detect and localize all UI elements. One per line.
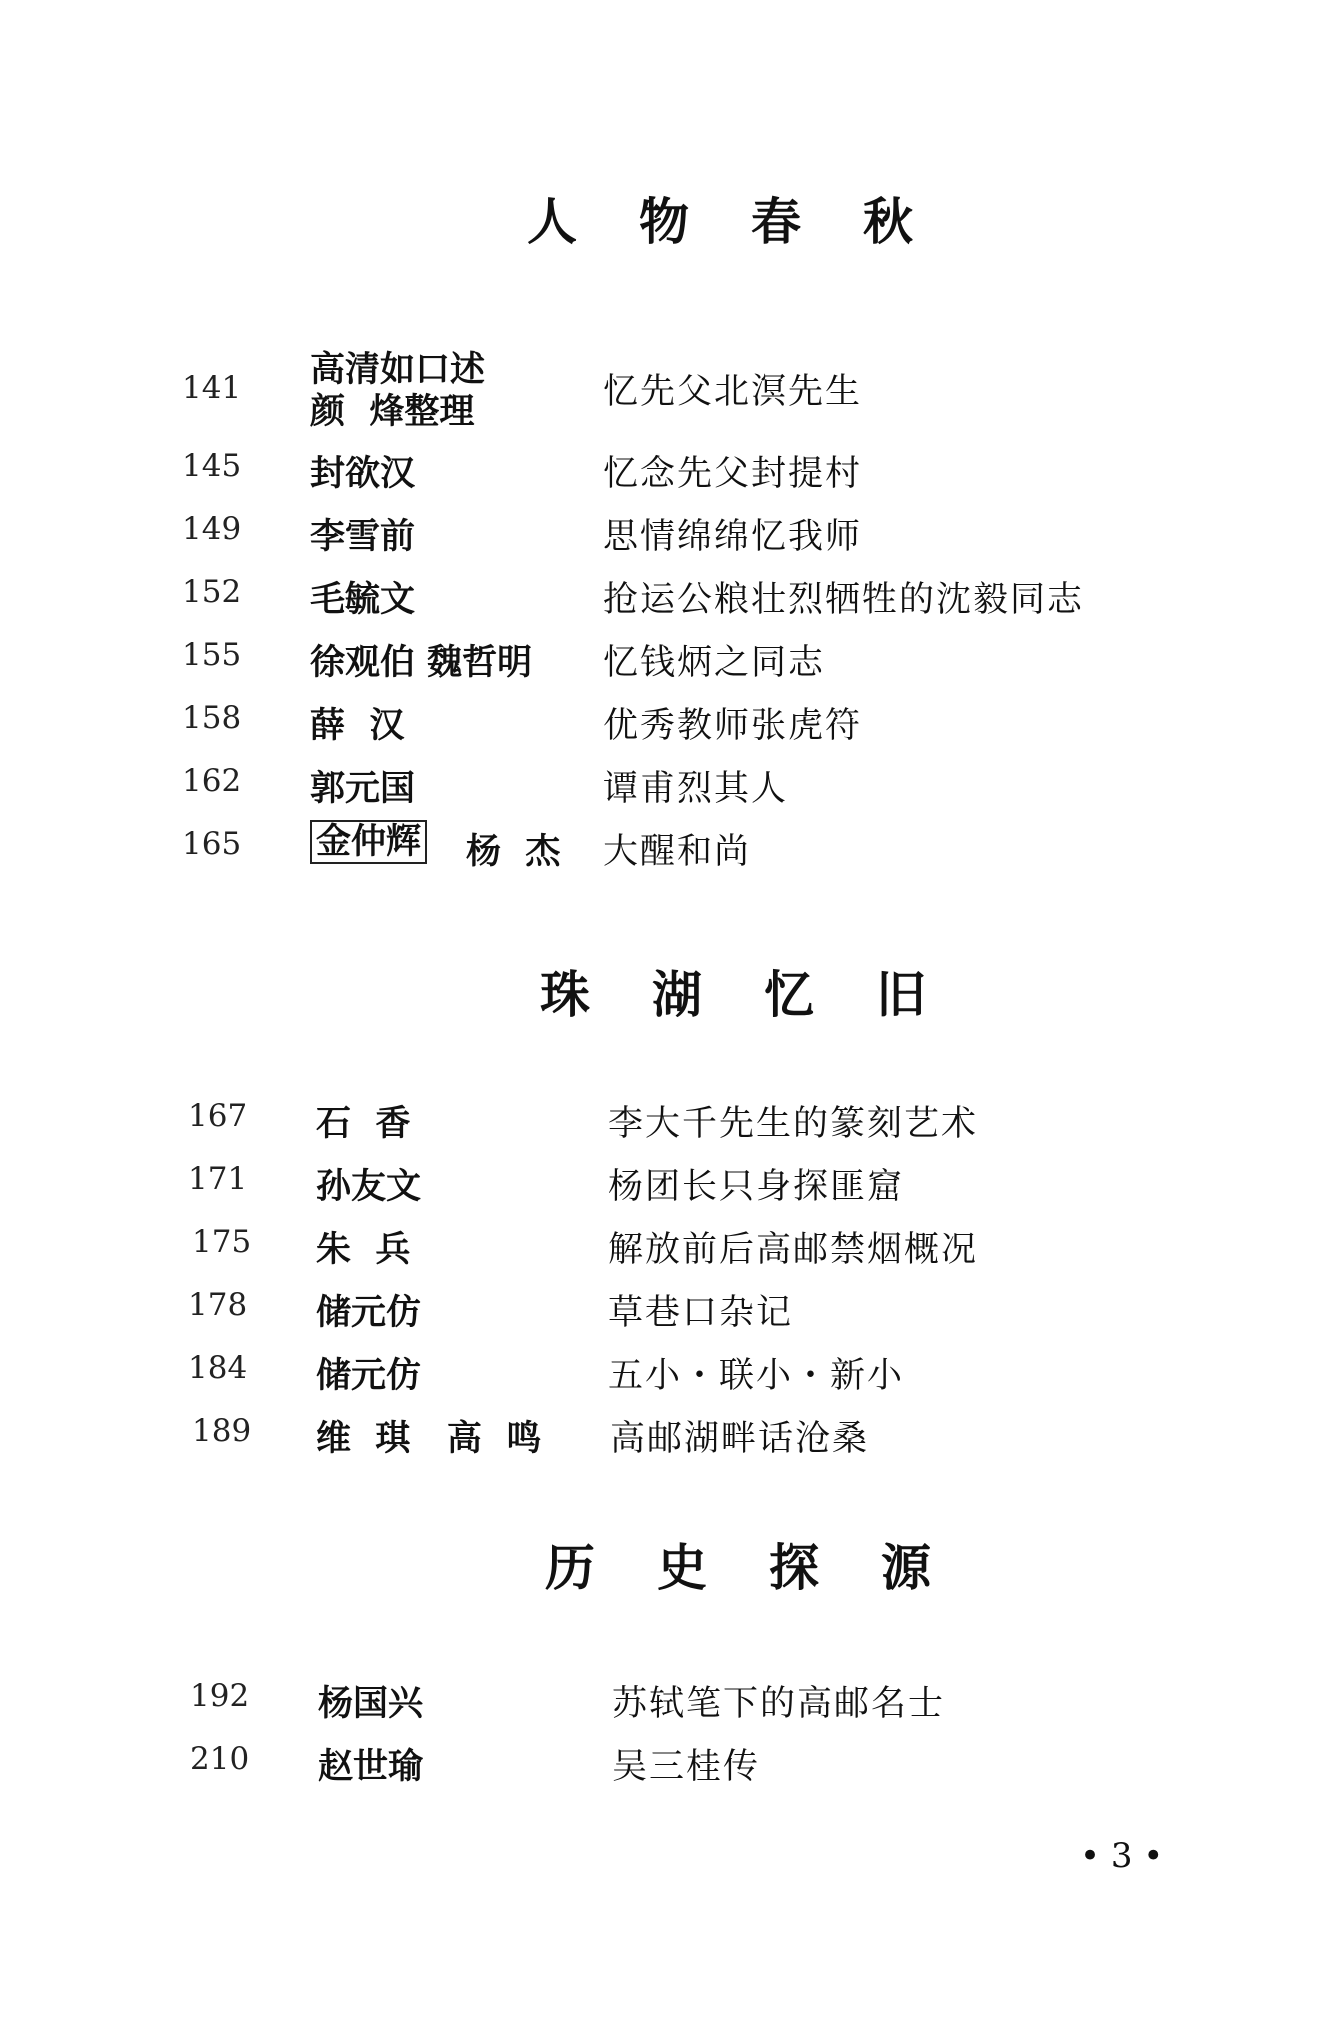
entry-author: 储元仿 xyxy=(316,1356,422,1396)
entry-page-number: 189 xyxy=(192,1413,252,1449)
toc-entry xyxy=(0,1344,1336,1394)
boxed-author-name: 金仲辉 xyxy=(310,820,427,864)
toc-entry xyxy=(0,1735,1336,1785)
toc-entry xyxy=(0,568,1336,618)
entry-title: 高邮湖畔话沧桑 xyxy=(610,1419,870,1459)
section-title-char: 珠 xyxy=(540,966,590,1024)
entry-page-number: 165 xyxy=(182,826,242,862)
toc-entry xyxy=(0,350,1336,438)
entry-page-number: 192 xyxy=(190,1678,250,1714)
entry-title: 李大千先生的篆刻艺术 xyxy=(608,1104,979,1144)
entry-title: 谭甫烈其人 xyxy=(603,769,789,809)
entry-author: 徐观伯 魏哲明 xyxy=(310,643,533,683)
entry-page-number: 162 xyxy=(182,763,242,799)
entry-author: 杨 杰 xyxy=(466,832,561,872)
toc-entry xyxy=(0,757,1336,807)
entry-title: 吴三桂传 xyxy=(612,1747,761,1787)
entry-title: 五小・联小・新小 xyxy=(608,1356,905,1396)
entry-author: 维 琪 高 鸣 xyxy=(316,1419,542,1459)
entry-author: 储元仿 xyxy=(316,1293,422,1333)
entry-title: 解放前后高邮禁烟概况 xyxy=(608,1230,979,1270)
entry-title: 苏轼笔下的高邮名士 xyxy=(612,1684,946,1724)
entry-title: 忆念先父封提村 xyxy=(603,454,863,494)
entry-title: 草巷口杂记 xyxy=(608,1293,794,1333)
entry-page-number: 141 xyxy=(182,370,242,406)
entry-page-number: 158 xyxy=(182,700,242,736)
toc-entry xyxy=(0,694,1336,744)
entry-page-number: 184 xyxy=(188,1350,248,1386)
toc-entry xyxy=(0,442,1336,492)
toc-entry xyxy=(0,1218,1336,1268)
toc-entry xyxy=(0,1672,1336,1722)
entry-author: 高清如口述 xyxy=(310,350,486,390)
entry-page-number: 210 xyxy=(190,1741,250,1777)
entry-page-number: 152 xyxy=(182,574,242,610)
toc-entry xyxy=(0,1281,1336,1331)
section-title-zhuhu-yijiu xyxy=(540,955,926,1027)
entry-author: 郭元国 xyxy=(310,769,416,809)
section-title-lishi-tanyuan xyxy=(545,1528,931,1600)
entry-author: 朱 兵 xyxy=(316,1230,411,1270)
entry-page-number: 175 xyxy=(192,1224,252,1260)
entry-title: 抢运公粮壮烈牺牲的沈毅同志 xyxy=(603,580,1085,620)
entry-page-number: 149 xyxy=(182,511,242,547)
entry-page-number: 155 xyxy=(182,637,242,673)
entry-author: 孙友文 xyxy=(316,1167,422,1207)
entry-author: 李雪前 xyxy=(310,517,416,557)
entry-title: 思情绵绵忆我师 xyxy=(603,517,863,557)
section-title-char: 物 xyxy=(639,193,689,251)
section-title-char: 秋 xyxy=(863,193,913,251)
section-title-char: 历 xyxy=(545,1539,595,1597)
page-number: • 3 • xyxy=(1080,1836,1164,1876)
entry-author: 封欲汉 xyxy=(310,454,416,494)
entry-author: 颜 烽整理 xyxy=(310,392,475,432)
section-title-char: 旧 xyxy=(876,966,926,1024)
entry-page-number: 178 xyxy=(188,1287,248,1323)
entry-title: 忆钱炳之同志 xyxy=(603,643,826,683)
entry-page-number: 145 xyxy=(182,448,242,484)
entry-author: 毛毓文 xyxy=(310,580,416,620)
entry-title: 大醒和尚 xyxy=(603,832,752,872)
entry-author: 杨国兴 xyxy=(318,1684,424,1724)
toc-entry xyxy=(0,820,1336,870)
section-title-char: 人 xyxy=(527,193,577,251)
entry-page-number: 171 xyxy=(188,1161,248,1197)
toc-entry xyxy=(0,1407,1336,1457)
entry-author: 薛 汉 xyxy=(310,706,405,746)
section-title-char: 探 xyxy=(769,1539,819,1597)
section-title-char: 春 xyxy=(751,193,801,251)
section-title-char: 湖 xyxy=(652,966,702,1024)
section-title-char: 忆 xyxy=(764,966,814,1024)
toc-entry xyxy=(0,1092,1336,1142)
toc-entry xyxy=(0,631,1336,681)
entry-title: 杨团长只身探匪窟 xyxy=(608,1167,905,1207)
entry-author: 石 香 xyxy=(316,1104,411,1144)
entry-author: 赵世瑜 xyxy=(318,1747,424,1787)
toc-entry xyxy=(0,1155,1336,1205)
toc-entry xyxy=(0,505,1336,555)
entry-title: 忆先父北溟先生 xyxy=(603,372,863,412)
entry-page-number: 167 xyxy=(188,1098,248,1134)
section-title-char: 史 xyxy=(657,1539,707,1597)
section-title-renwu-chunqiu xyxy=(527,182,913,254)
entry-author-boxed xyxy=(310,820,427,864)
section-title-char: 源 xyxy=(881,1539,931,1597)
entry-title: 优秀教师张虎符 xyxy=(603,706,863,746)
